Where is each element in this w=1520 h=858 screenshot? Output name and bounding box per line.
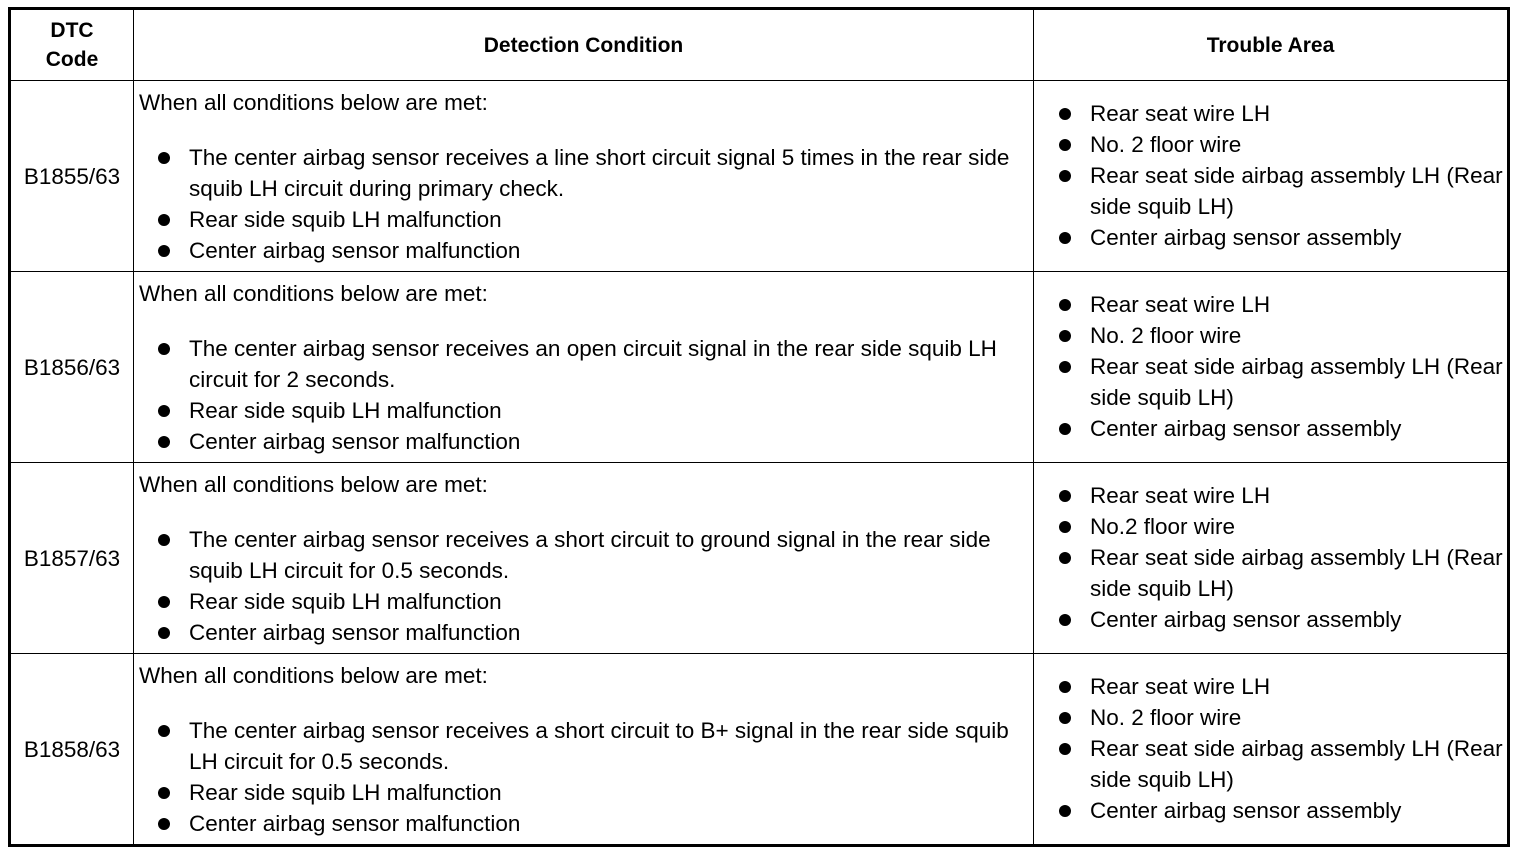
header-trouble-area: Trouble Area (1034, 9, 1509, 81)
header-dtc-code: DTC Code (10, 9, 134, 81)
condition-item: Rear side squib LH malfunction (189, 586, 1033, 617)
table-row (10, 463, 1509, 654)
condition-item: Center airbag sensor malfunction (189, 235, 1033, 266)
table-row (10, 81, 1509, 272)
trouble-area-list (1034, 289, 1507, 444)
dtc-code-cell: B1856/63 (10, 272, 134, 463)
trouble-item: Center airbag sensor assembly (1090, 413, 1507, 444)
trouble-item: Rear seat side airbag assembly LH (Rear side squib LH) (1090, 542, 1507, 604)
trouble-item: No. 2 floor wire (1090, 702, 1507, 733)
condition-list (134, 524, 1033, 648)
trouble-item: Rear seat side airbag assembly LH (Rear side squib LH) (1090, 160, 1507, 222)
trouble-area-cell (1034, 463, 1509, 654)
dtc-code-cell: B1858/63 (10, 654, 134, 846)
table-row (10, 654, 1509, 846)
trouble-item: Rear seat wire LH (1090, 98, 1507, 129)
condition-intro: When all conditions below are met: (139, 663, 488, 688)
condition-item: The center airbag sensor receives a short circuit to ground signal in the rear side squib LH circuit for 0.5 seconds. (189, 524, 1033, 586)
trouble-area-list (1034, 480, 1507, 635)
detection-condition-cell (134, 272, 1034, 463)
condition-list (134, 333, 1033, 457)
condition-item: The center airbag sensor receives an open circuit signal in the rear side squib LH circuit for 2 seconds. (189, 333, 1033, 395)
condition-item: The center airbag sensor receives a short circuit to B+ signal in the rear side squib LH circuit for 0.5 seconds. (189, 715, 1033, 777)
trouble-item: Center airbag sensor assembly (1090, 795, 1507, 826)
condition-list (134, 142, 1033, 266)
condition-item: Rear side squib LH malfunction (189, 204, 1033, 235)
trouble-item: Rear seat wire LH (1090, 671, 1507, 702)
trouble-item: Center airbag sensor assembly (1090, 222, 1507, 253)
condition-item: Center airbag sensor malfunction (189, 808, 1033, 839)
trouble-item: Rear seat side airbag assembly LH (Rear side squib LH) (1090, 733, 1507, 795)
trouble-area-cell (1034, 272, 1509, 463)
condition-intro: When all conditions below are met: (139, 90, 488, 115)
condition-item: Rear side squib LH malfunction (189, 777, 1033, 808)
trouble-item: Rear seat side airbag assembly LH (Rear side squib LH) (1090, 351, 1507, 413)
trouble-area-list (1034, 98, 1507, 253)
condition-item: Center airbag sensor malfunction (189, 426, 1033, 457)
trouble-area-cell (1034, 654, 1509, 846)
trouble-item: No.2 floor wire (1090, 511, 1507, 542)
trouble-item: No. 2 floor wire (1090, 129, 1507, 160)
trouble-area-list (1034, 671, 1507, 826)
header-detection-condition: Detection Condition (134, 9, 1034, 81)
condition-item: The center airbag sensor receives a line short circuit signal 5 times in the rear side squib LH circuit during primary check. (189, 142, 1033, 204)
trouble-area-cell (1034, 81, 1509, 272)
condition-list (134, 715, 1033, 839)
condition-item: Center airbag sensor malfunction (189, 617, 1033, 648)
dtc-code-cell: B1857/63 (10, 463, 134, 654)
condition-item: Rear side squib LH malfunction (189, 395, 1033, 426)
trouble-item: Rear seat wire LH (1090, 289, 1507, 320)
header-row (10, 9, 1509, 81)
detection-condition-cell (134, 463, 1034, 654)
condition-intro: When all conditions below are met: (139, 472, 488, 497)
trouble-item: Rear seat wire LH (1090, 480, 1507, 511)
detection-condition-cell (134, 81, 1034, 272)
trouble-item: No. 2 floor wire (1090, 320, 1507, 351)
dtc-table (8, 7, 1510, 847)
condition-intro: When all conditions below are met: (139, 281, 488, 306)
detection-condition-cell (134, 654, 1034, 846)
dtc-code-cell: B1855/63 (10, 81, 134, 272)
trouble-item: Center airbag sensor assembly (1090, 604, 1507, 635)
table-row (10, 272, 1509, 463)
